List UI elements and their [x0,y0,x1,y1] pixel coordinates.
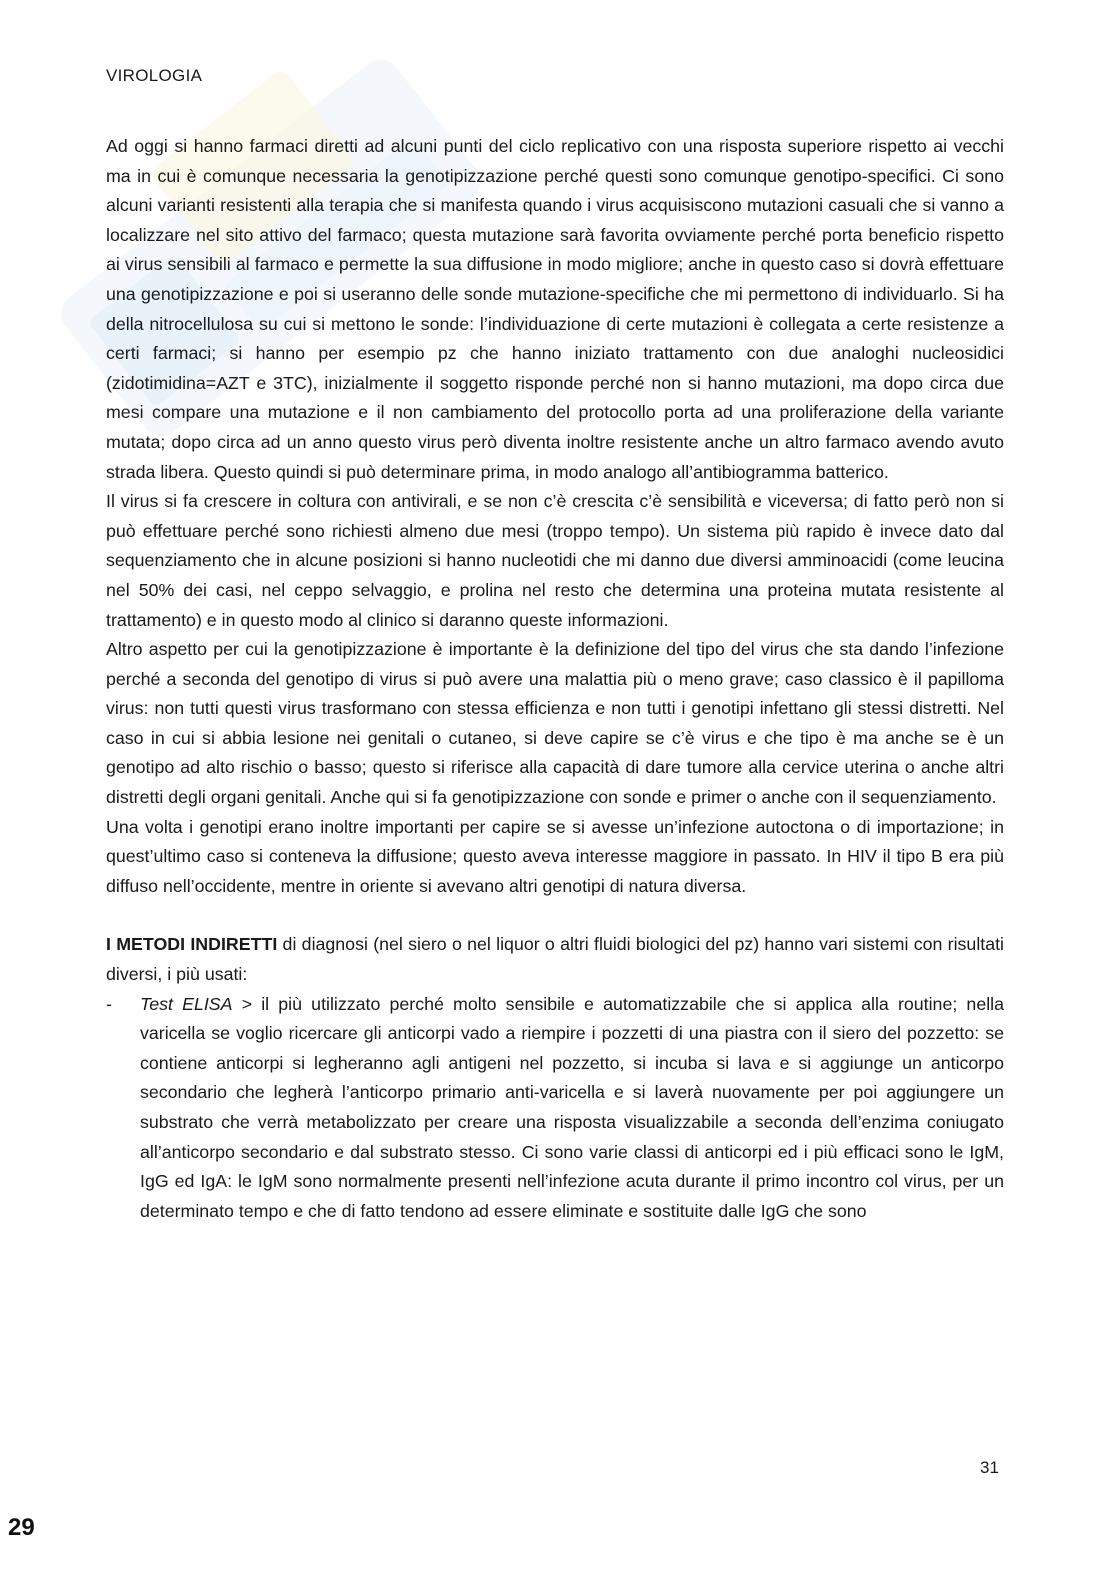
list-item-term: Test ELISA [140,993,233,1014]
page-badge-number: 29 [8,1514,35,1541]
list-item-text: > il più utilizzato perché molto sensibile e automatizzabile che si applica alla routine; nella varicella se voglio ricercare gli anticorpi vado a riempire i pozzetti di una piastra con il siero del pozzetto: se contiene anticorpi si legheranno agli antigeni nel pozzetto, si incuba si lava e si aggiunge un anticorpo secondario che legherà l’anticorpo primario anti-varicella e si laverà nuovamente per poi aggiungere un substrato che verrà metabolizzato per creare una risposta visualizzabile a seconda dell’enzima coniugato all’anticorpo secondario e dal substrato stesso. Ci sono varie classi di anticorpi ed i più efficaci sono le IgM, IgG ed IgA: le IgM sono normalmente presenti nell’infezione acuta durante il primo incontro col virus, per un determinato tempo e che di fatto tendono ad essere eliminate e sostituite dalle IgG che sono [140,993,1004,1221]
section-intro-text: di diagnosi (nel siero o nel liquor o altri fluidi biologici del pz) hanno vari sistemi con risultati diversi, i più usati: [106,934,1004,985]
document-body [106,132,1004,1226]
section-heading: I METODI INDIRETTI [106,934,278,955]
list-bullet: - [106,993,112,1014]
paragraph: Il virus si fa crescere in coltura con antivirali, e se non c’è crescita c’è sensibilità e viceversa; di fatto però non si può effettuare perché sono richiesti almeno due mesi (troppo tempo). Un sistema più rapido è invece dato dal sequenziamento che in alcune posizioni si hanno nucleotidi che mi danno due diversi amminoacidi (come leucina nel 50% dei casi, nel ceppo selvaggio, e prolina nel resto che determina una proteina mutata resistente al trattamento) e in questo modo al clinico si daranno queste informazioni. [106,491,1004,630]
paragraph: Ad oggi si hanno farmaci diretti ad alcuni punti del ciclo replicativo con una risposta superiore rispetto ai vecchi ma in cui è comunque necessaria la genotipizzazione perché questi sono comunque genotipo-specifici. Ci sono alcuni varianti resistenti alla terapia che si manifesta quando i virus acquisiscono mutazioni casuali che si vanno a localizzare nel sito attivo del farmaco; questa mutazione sarà favorita ovviamente perché porta beneficio rispetto ai virus sensibili al farmaco e permette la sua diffusione in modo migliore; anche in questo caso si dovrà effettuare una genotipizzazione e poi si useranno delle sonde mutazione-specifiche che mi permettono di individuarlo. Si ha della nitrocellulosa su cui si mettono le sonde: l’individuazione di certe mutazioni è collegata a certe resistenze a certi farmaci; si hanno per esempio pz che hanno iniziato trattamento con due analoghi nucleosidici (zidotimidina=AZT e 3TC), inizialmente il soggetto risponde perché non si hanno mutazioni, ma dopo circa due mesi compare una mutazione e il non cambiamento del protocollo porta ad una proliferazione della variante mutata; dopo circa ad un anno questo virus però diventa inoltre resistente anche un altro farmaco avendo avuto strada libera. Questo quindi si può determinare prima, in modo analogo all’antibiogramma batterico. [106,136,1004,482]
page-number: 31 [980,1458,999,1477]
methods-list [106,990,1004,1227]
section-intro [106,930,1004,989]
paragraph: Una volta i genotipi erano inoltre importanti per capire se si avesse un’infezione autoctona o di importazione; in quest’ultimo caso si conteneva la diffusione; questo aveva interesse maggiore in passato. In HIV il tipo B era più diffuso nell’occidente, mentre in oriente si avevano altri genotipi di natura diversa. [106,816,1004,896]
paragraph: Altro aspetto per cui la genotipizzazione è importante è la definizione del tipo del virus che sta dando l’infezione perché a seconda del genotipo di virus si può avere una malattia più o meno grave; caso classico è il papilloma virus: non tutti questi virus trasformano con stessa efficienza e non tutti i genotipi infettano gli stessi distretti. Nel caso in cui si abbia lesione nei genitali o cutaneo, si deve capire se c’è virus e che tipo è ma anche se è un genotipo ad alto rischio o basso; questo si riferisce alla capacità di dare tumore alla cervice uterina o anche altri distretti degli organi genitali. Anche qui si fa genotipizzazione con sonde e primer o anche con il sequenziamento. [106,639,1004,808]
page-header-title: VIROLOGIA [106,66,203,85]
list-item [106,990,1004,1227]
